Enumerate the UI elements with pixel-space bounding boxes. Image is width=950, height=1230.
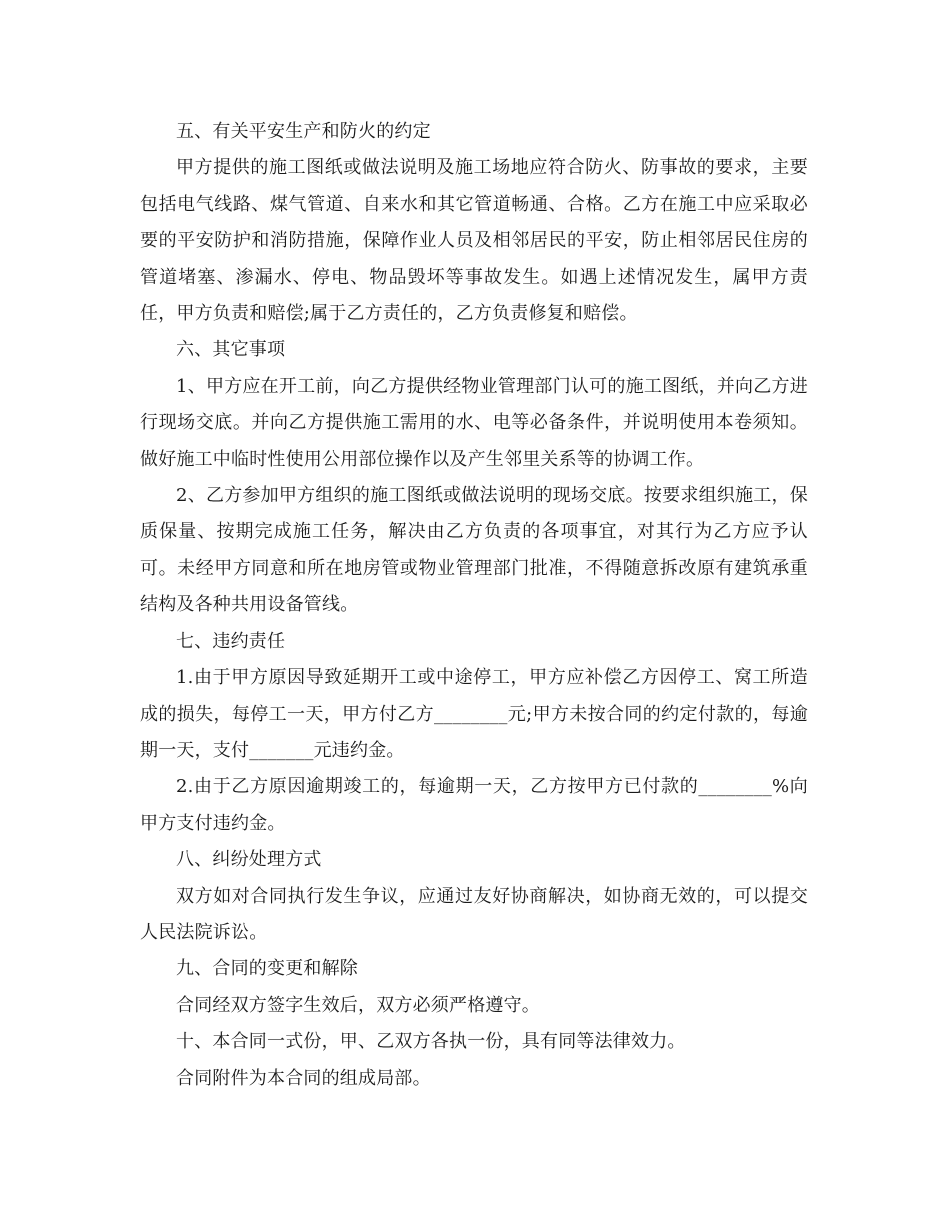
paragraph: 1、甲方应在开工前，向乙方提供经物业管理部门认可的施工图纸，并向乙方进行现场交底。并向乙方提供施工需用的水、电等必备条件，并说明使用本卷须知。做好施工中临时性使用公用部位操作以及产生邻里关系等的协调工作。 bbox=[140, 375, 808, 470]
section-heading: 五、有关平安生产和防火的约定 bbox=[176, 121, 431, 142]
document-body bbox=[140, 114, 808, 1097]
section-heading: 九、合同的变更和解除 bbox=[176, 958, 358, 980]
paragraph: 2、乙方参加甲方组织的施工图纸或做法说明的现场交底。按要求组织施工，保质保量、按期完成施工任务，解决由乙方负责的各项事宜，对其行为乙方应予认可。未经甲方同意和所在地房管或物业管理部门批准，不得随意拆改原有建筑承重结构及各种共用设备管线。 bbox=[140, 485, 808, 616]
paragraph: 双方如对合同执行发生争议，应通过友好协商解决，如协商无效的，可以提交人民法院诉讼。 bbox=[140, 885, 808, 943]
paragraph: 1.由于甲方原因导致延期开工或中途停工，甲方应补偿乙方因停工、窝工所造成的损失，每停工一天，甲方付乙方________元;甲方未按合同的约定付款的，每逾期一天，支付_______元违约金。 bbox=[140, 667, 808, 761]
section-heading: 八、纠纷处理方式 bbox=[176, 849, 322, 871]
paragraph: 合同附件为本合同的组成局部。 bbox=[176, 1067, 431, 1089]
paragraph: 2.由于乙方原因逾期竣工的，每逾期一天，乙方按甲方已付款的________%向甲方支付违约金。 bbox=[140, 776, 808, 834]
section-heading: 六、其它事项 bbox=[176, 339, 286, 361]
paragraph: 甲方提供的施工图纸或做法说明及施工场地应符合防火、防事故的要求，主要包括电气线路、煤气管道、自来水和其它管道畅通、合格。乙方在施工中应采取必要的平安防护和消防措施，保障作业人员及相邻居民的平安，防止相邻居民住房的管道堵塞、渗漏水、停电、物品毁坏等事故发生。如遇上述情况发生，属甲方责任，甲方负责和赔偿;属于乙方责任的，乙方负责修复和赔偿。 bbox=[140, 157, 808, 325]
paragraph: 合同经双方签字生效后，双方必须严格遵守。 bbox=[176, 994, 540, 1016]
section-heading: 十、本合同一式份，甲、乙双方各执一份，具有同等法律效力。 bbox=[176, 1031, 686, 1053]
section-heading: 七、违约责任 bbox=[176, 630, 286, 652]
